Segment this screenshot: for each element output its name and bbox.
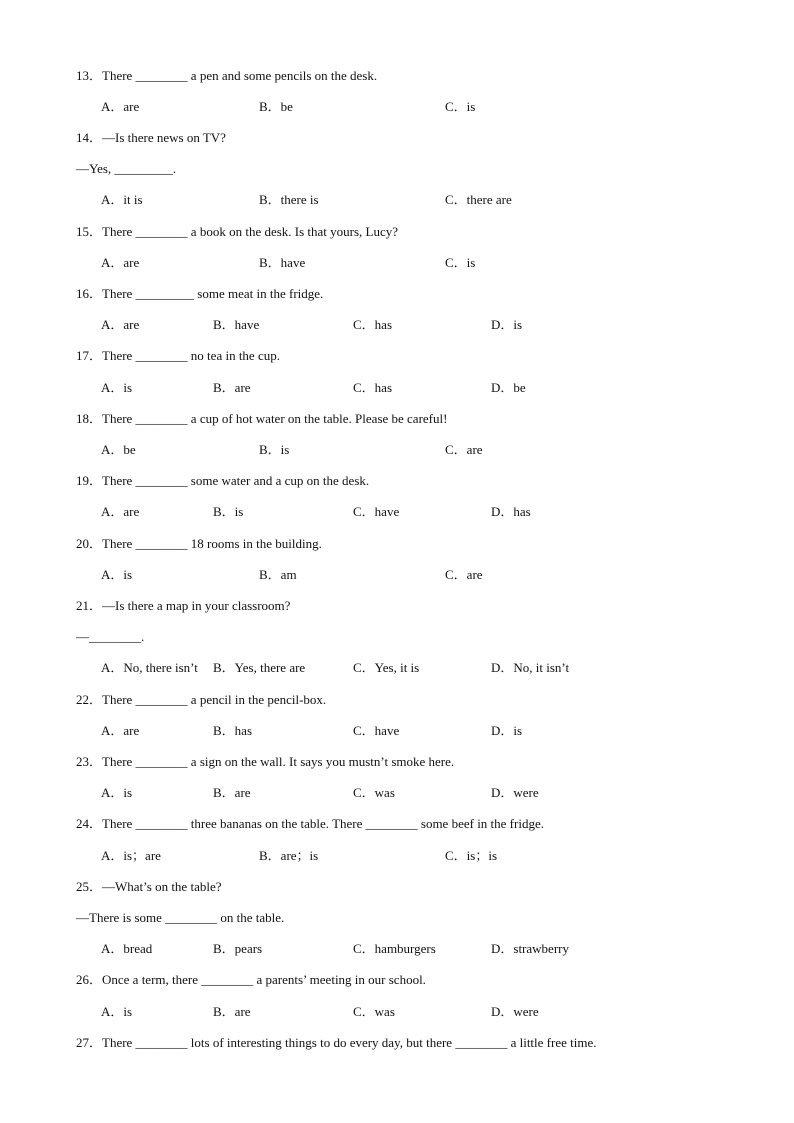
question-16-option-d: D．is xyxy=(491,317,523,332)
question-18-option-c: C．are xyxy=(445,442,483,457)
question-16-option-c: C．has xyxy=(353,317,393,332)
question-18-stem: 18．There ________ a cup of hot water on the table. Please be careful! xyxy=(76,411,448,426)
question-18-option-b: B．is xyxy=(259,442,290,457)
question-17-option-b: B．are xyxy=(213,380,251,395)
question-24-option-c: C．is；is xyxy=(445,848,498,863)
question-24-option-a: A．is；are xyxy=(101,848,161,863)
question-16-stem: 16．There _________ some meat in the fridge. xyxy=(76,286,324,301)
question-21-reply: —________. xyxy=(76,629,145,644)
question-13-stem: 13．There ________ a pen and some pencils on the desk. xyxy=(76,68,378,83)
question-25-option-b: B．pears xyxy=(213,941,263,956)
question-24-option-b: B．are；is xyxy=(259,848,319,863)
question-24-stem: 24．There ________ three bananas on the table. There ________ some beef in the fridge. xyxy=(76,816,544,831)
question-21-option-c: C．Yes, it is xyxy=(353,660,420,675)
question-15-stem: 15．There ________ a book on the desk. Is that yours, Lucy? xyxy=(76,224,399,239)
question-22-option-d: D．is xyxy=(491,723,523,738)
question-19-option-a: A．are xyxy=(101,504,140,519)
question-17-stem: 17．There ________ no tea in the cup. xyxy=(76,348,280,363)
question-13-option-b: B．be xyxy=(259,99,293,114)
question-17-option-d: D．be xyxy=(491,380,526,395)
question-26-option-a: A．is xyxy=(101,1004,133,1019)
question-14-reply: —Yes, _________. xyxy=(76,161,177,176)
question-20-stem: 20．There ________ 18 rooms in the building. xyxy=(76,536,322,551)
question-25-stem: 25．—What’s on the table? xyxy=(76,879,222,894)
question-26-option-d: D．were xyxy=(491,1004,539,1019)
question-25-option-a: A．bread xyxy=(101,941,153,956)
question-22-option-b: B．has xyxy=(213,723,253,738)
question-25-reply: —There is some ________ on the table. xyxy=(76,910,285,925)
question-14-option-c: C．there are xyxy=(445,192,512,207)
question-21-stem: 21．—Is there a map in your classroom? xyxy=(76,598,291,613)
question-19-option-c: C．have xyxy=(353,504,400,519)
question-21-option-d: D．No, it isn’t xyxy=(491,660,570,675)
question-20-option-a: A．is xyxy=(101,567,133,582)
question-21-option-a: A．No, there isn’t xyxy=(101,660,198,675)
question-17-option-a: A．is xyxy=(101,380,133,395)
question-26-option-b: B．are xyxy=(213,1004,251,1019)
question-26-stem: 26．Once a term, there ________ a parents’ meeting in our school. xyxy=(76,972,426,987)
question-22-option-a: A．are xyxy=(101,723,140,738)
question-16-option-a: A．are xyxy=(101,317,140,332)
question-18-option-a: A．be xyxy=(101,442,136,457)
question-23-option-c: C．was xyxy=(353,785,395,800)
question-23-option-b: B．are xyxy=(213,785,251,800)
question-13-option-c: C．is xyxy=(445,99,476,114)
question-15-option-b: B．have xyxy=(259,255,306,270)
question-23-option-a: A．is xyxy=(101,785,133,800)
question-16-option-b: B．have xyxy=(213,317,260,332)
question-25-option-c: C．hamburgers xyxy=(353,941,436,956)
question-20-option-c: C．are xyxy=(445,567,483,582)
question-21-option-b: B．Yes, there are xyxy=(213,660,306,675)
question-14-option-b: B．there is xyxy=(259,192,319,207)
question-19-option-d: D．has xyxy=(491,504,531,519)
question-27-stem: 27．There ________ lots of interesting things to do every day, but there ________ a little free time. xyxy=(76,1035,597,1050)
question-19-stem: 19．There ________ some water and a cup on the desk. xyxy=(76,473,370,488)
question-15-option-a: A．are xyxy=(101,255,140,270)
question-20-option-b: B．am xyxy=(259,567,297,582)
question-17-option-c: C．has xyxy=(353,380,393,395)
question-14-option-a: A．it is xyxy=(101,192,143,207)
question-23-stem: 23．There ________ a sign on the wall. It says you mustn’t smoke here. xyxy=(76,754,455,769)
question-22-stem: 22．There ________ a pencil in the pencil-box. xyxy=(76,692,327,707)
question-26-option-c: C．was xyxy=(353,1004,395,1019)
question-25-option-d: D．strawberry xyxy=(491,941,569,956)
question-15-option-c: C．is xyxy=(445,255,476,270)
question-23-option-d: D．were xyxy=(491,785,539,800)
question-22-option-c: C．have xyxy=(353,723,400,738)
question-19-option-b: B．is xyxy=(213,504,244,519)
question-13-option-a: A．are xyxy=(101,99,140,114)
question-14-stem: 14．—Is there news on TV? xyxy=(76,130,226,145)
